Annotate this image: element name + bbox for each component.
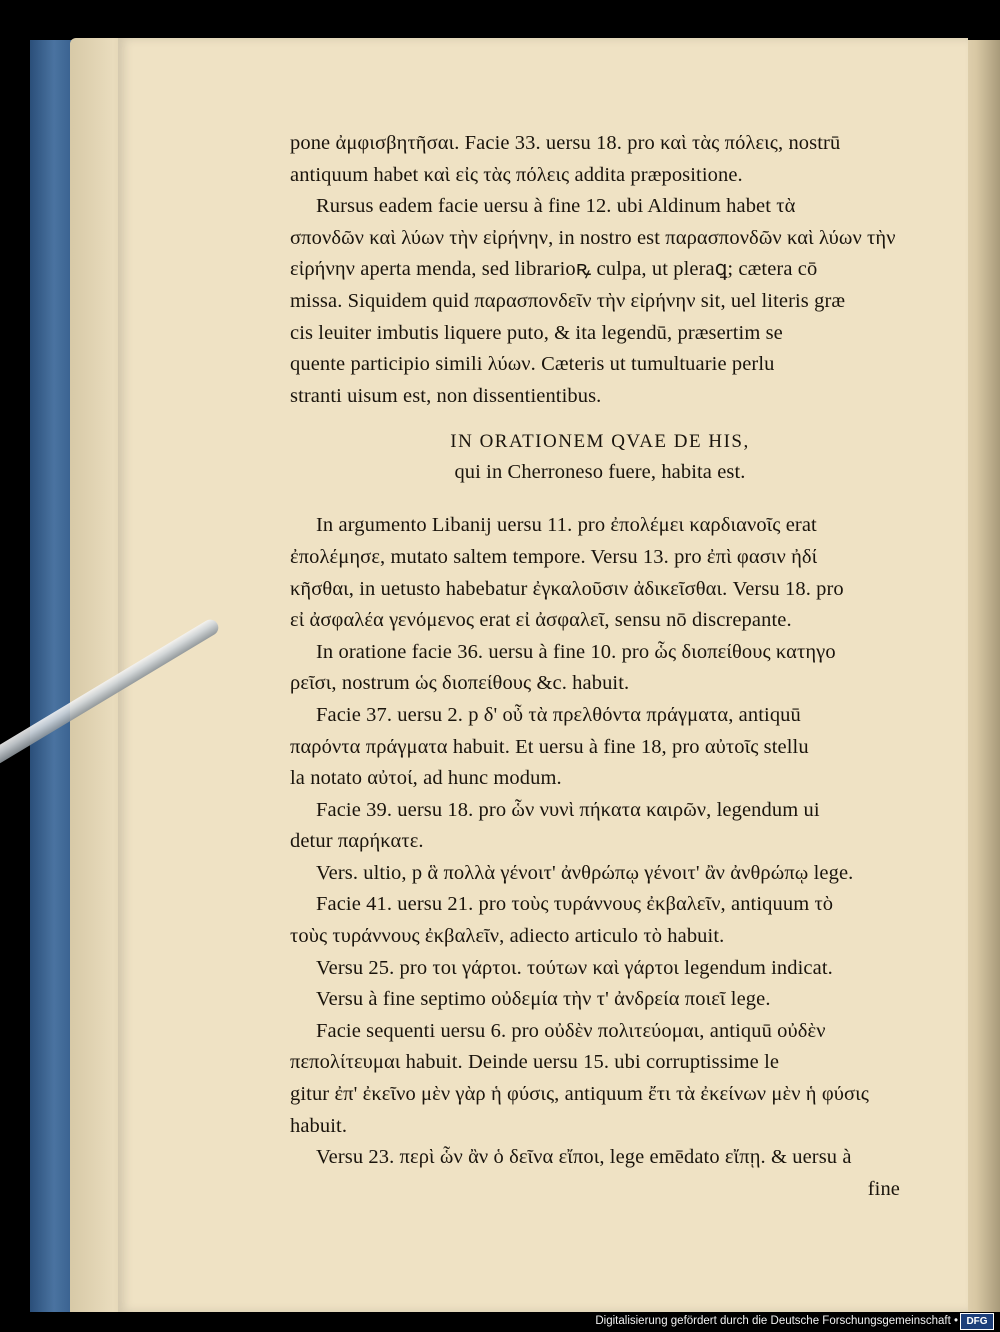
heading-line-1: IN ORATIONEM QVAE DE HIS, xyxy=(450,431,750,453)
footer-credit: Digitalisierung gefördert durch die Deutsche Forschungsgemeinschaft • xyxy=(595,1315,958,1327)
text-line: detur παρήκατε. xyxy=(290,830,424,853)
text-line: In oratione facie 36. uersu à fine 10. pro ὧς διοπείθους κατηγο xyxy=(316,640,836,663)
text-line: εἰ ἀσφαλέα γενόμενος erat εἰ ἀσφαλεῖ, sensu nō discrepante. xyxy=(290,609,792,632)
text-line: cis leuiter imbutis liquere puto, & ita legendū, præsertim se xyxy=(290,321,783,344)
text-line: stranti uisum est, non dissentientibus. xyxy=(290,384,602,407)
text-line: Versu 25. pro τοι γάρτοι. τούτων καὶ γάρτοι legendum indicat. xyxy=(316,956,833,979)
text-line: πεπολίτευμαι habuit. Deinde uersu 15. ubi corruptissime le xyxy=(290,1051,780,1074)
text-line: gitur ἐπ' ἐκεῖνο μὲν γὰρ ἡ φύσις, antiquum ἔτι τὰ ἐκείνων μὲν ἡ φύσις xyxy=(290,1083,870,1106)
text-line: Versu 23. περὶ ὧν ἂν ὁ δεῖνα εἴποι, lege emēdato εἴπῃ. & uersu à xyxy=(316,1146,852,1169)
text-line: εἰρήνην aperta menda, sed librarioꝶ culpa, ut pleraꝗ; cætera cō xyxy=(290,258,818,281)
paragraph-2 xyxy=(290,510,910,1173)
text-line: In argumento Libanij uersu 11. pro ἐπολέμει καρδιανοῖς erat xyxy=(316,514,817,537)
text-line: κῆσθαι, in uetusto habebatur ἐγκαλοῦσιν ἀδικεῖσθαι. Versu 18. pro xyxy=(290,577,844,600)
text-line: Vers. ultio, p ἃ πολλὰ γένοιτ' ἀνθρώπῳ γένοιτ' ἂν ἀνθρώπῳ lege. xyxy=(316,861,854,884)
text-line: missa. Siquidem quid παρασπονδεῖν τὴν εἰρήνην sit, uel literis græ xyxy=(290,289,846,312)
text-line: habuit. xyxy=(290,1114,348,1137)
text-line: antiquum habet καὶ εἰς τὰς πόλεις addita præpositione. xyxy=(290,163,743,186)
text-line: quente participio simili λύων. Cæteris ut tumultuarie perlu xyxy=(290,353,775,376)
catchword: fine xyxy=(867,1177,900,1200)
text-line: Facie 39. uersu 18. pro ὧν νυνὶ πήκατα καιρῶν, legendum ui xyxy=(316,798,820,821)
text-line: Versu à fine septimo οὐδεμία τὴν τ' ἀνδρεία ποιεῖ lege. xyxy=(316,988,771,1011)
text-line: ἐπολέμησε, mutato saltem tempore. Versu 13. pro ἐπὶ φασιν ἠδί xyxy=(290,545,818,568)
text-line: σπονδῶν καὶ λύων τὴν εἰρήνην, in nostro est παρασπονδῶν καὶ λύων τὴν xyxy=(290,226,896,249)
text-line: τοὺς τυράννους ἐκβαλεῖν, adiecto articulo τὸ habuit. xyxy=(290,925,725,948)
text-line: pone ἀμφισβητῆσαι. Facie 33. uersu 18. pro καὶ τὰς πόλεις, nostrū xyxy=(290,132,841,154)
text-line: Facie 41. uersu 21. pro τοὺς τυράννους ἐκβαλεῖν, antiquum τὸ xyxy=(316,893,834,916)
heading-line-2: qui in Cherroneso fuere, habita est. xyxy=(454,461,746,484)
page-text xyxy=(290,128,910,1205)
text-line: Facie 37. uersu 2. p δ' οὖ τὰ πρελθόντα πράγματα, antiquū xyxy=(316,703,801,726)
text-line: la notato αὐτοί, ad hunc modum. xyxy=(290,767,562,790)
paragraph-1 xyxy=(290,128,910,412)
text-line: παρόντα πράγματα habuit. Et uersu à fine 18, pro αὐτοῖς stellu xyxy=(290,735,809,758)
dfg-logo-icon: DFG xyxy=(960,1313,994,1330)
section-heading xyxy=(290,426,910,488)
text-line: Facie sequenti uersu 6. pro οὐδὲν πολιτεύομαι, antiquū οὐδὲν xyxy=(316,1019,826,1042)
text-line: Rursus eadem facie uersu à fine 12. ubi Aldinum habet τὰ xyxy=(316,195,796,218)
text-line: ρεῖσι, nostrum ὡς διοπείθους &c. habuit. xyxy=(290,672,630,695)
